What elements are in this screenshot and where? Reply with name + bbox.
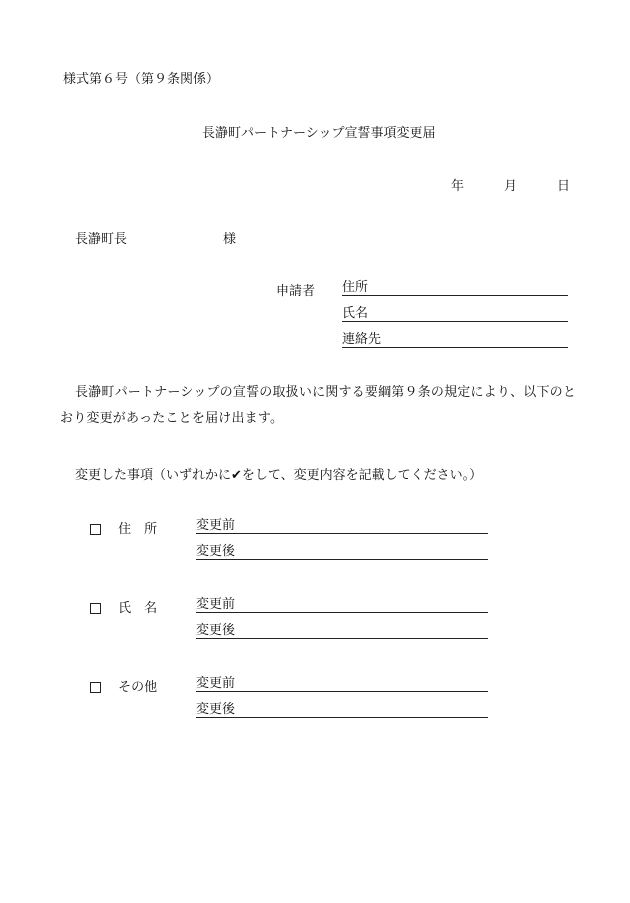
item-name-after-label: 変更後	[196, 623, 236, 638]
body-paragraph: 長瀞町パートナーシップの宣誓の取扱いに関する要綱第９条の規定により、以下のとおり変更があったことを届け出ます。	[60, 385, 577, 426]
applicant-contact-label: 連絡先	[342, 332, 382, 347]
item-other-checkbox[interactable]	[90, 682, 101, 693]
date-month-label: 月	[504, 179, 518, 194]
item-address-before-field[interactable]	[196, 518, 488, 534]
addressee-honorific: 様	[223, 232, 237, 247]
date-year-label: 年	[451, 179, 465, 194]
applicant-address-field[interactable]	[342, 280, 568, 296]
item-address-row	[90, 518, 157, 537]
changed-items-heading: 変更した事項（いずれかに✔をして、変更内容を記載してください。）	[75, 468, 483, 483]
item-name-checkbox[interactable]	[90, 603, 101, 614]
document-title: 長瀞町パートナーシップ宣誓事項変更届	[202, 126, 436, 141]
addressee-mayor: 長瀞町長	[75, 232, 128, 247]
item-name-before-field[interactable]	[196, 597, 488, 613]
item-other-before-field[interactable]	[196, 676, 488, 692]
item-address-before-label: 変更前	[196, 518, 236, 533]
item-other-row	[90, 676, 157, 695]
item-address-after-label: 変更後	[196, 544, 236, 559]
item-name-before-label: 変更前	[196, 597, 236, 612]
item-other-after-label: 変更後	[196, 702, 236, 717]
item-other-before-label: 変更前	[196, 676, 236, 691]
item-other-label: その他	[118, 680, 158, 695]
applicant-address-label: 住所	[342, 280, 369, 295]
form-number: 様式第６号（第９条関係）	[63, 72, 220, 87]
applicant-name-field[interactable]	[342, 306, 568, 322]
item-name-label: 氏 名	[118, 601, 158, 616]
item-address-after-field[interactable]	[196, 544, 488, 560]
applicant-name-label: 氏名	[342, 306, 369, 321]
item-other-after-field[interactable]	[196, 702, 488, 718]
item-name-after-field[interactable]	[196, 623, 488, 639]
item-address-label: 住 所	[118, 522, 158, 537]
item-address-checkbox[interactable]	[90, 524, 101, 535]
applicant-contact-field[interactable]	[342, 332, 568, 348]
item-name-row	[90, 597, 157, 616]
date-day-label: 日	[557, 179, 571, 194]
applicant-label: 申請者	[276, 284, 316, 299]
